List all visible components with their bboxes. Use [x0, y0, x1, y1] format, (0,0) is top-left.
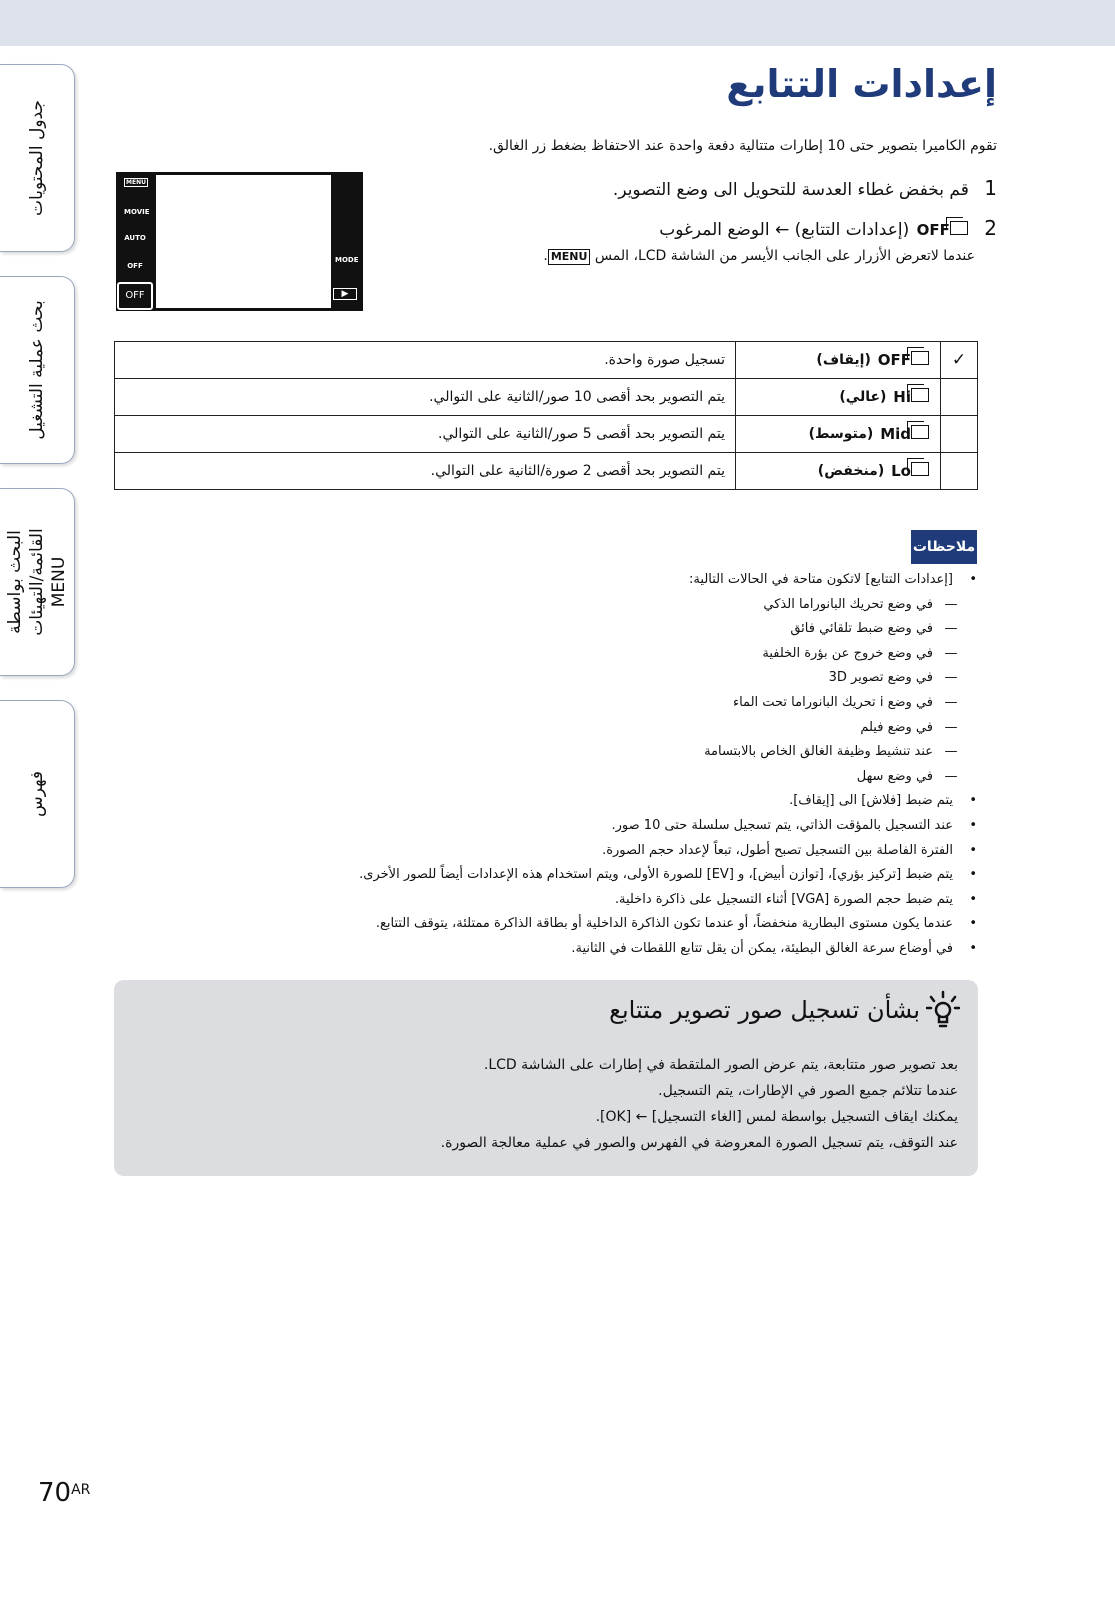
default-check-icon: ✓: [941, 342, 978, 379]
menu-button-icon: MENU: [548, 249, 591, 265]
note-item: — في وضع ضبط تلقائي فائق: [359, 617, 977, 642]
note-item: — في وضع فيلم: [359, 716, 977, 741]
step-number: 2: [984, 216, 997, 240]
tab-table-of-contents[interactable]: [0, 64, 75, 252]
note-item: • في أوضاع سرعة الغالق البطيئة، يمكن أن يقل تتابع اللقطات في الثانية.: [359, 937, 977, 962]
step-2-note: عندما لاتعرض الأزرار على الجانب الأيسر من الشاشة LCD، المس MENU.: [543, 248, 975, 264]
mode-cell: Mid (متوسط): [736, 416, 941, 453]
burst-off-icon: OFF: [876, 351, 930, 369]
movie-icon: MOVIE: [124, 208, 150, 216]
tip-title: بشأن تسجيل صور تصوير متتابع: [609, 996, 920, 1024]
check-cell: [941, 453, 978, 490]
tab-label: فهرس: [27, 770, 47, 818]
note-item: — في وضع تحريك البانوراما الذكي: [359, 593, 977, 618]
note-item: • عندما يكون مستوى البطارية منخفضاً، أو عندما تكون الذاكرة الداخلية أو بطاقة الذاكرة ممتلئة، يتوقف التتابع.: [359, 912, 977, 937]
mode-cell: Hi (عالي): [736, 379, 941, 416]
tip-line: عند التوقف، يتم تسجيل الصورة المعروضة في الفهرس والصور في عملية معالجة الصورة.: [440, 1135, 958, 1151]
note-text: عندما لاتعرض الأزرار على الجانب الأيسر من الشاشة LCD، المس: [594, 248, 975, 264]
tip-box: [114, 980, 978, 1176]
notes-heading: ملاحظات: [911, 530, 977, 564]
mode-cell: OFF (إيقاف): [736, 342, 941, 379]
note-item: • يتم ضبط حجم الصورة [VGA] أثناء التسجيل على ذاكرة داخلية.: [359, 888, 977, 913]
step-2: [659, 216, 997, 240]
note-item: • الفترة الفاصلة بين التسجيل تصبح أطول، تبعاً لإعداد حجم الصورة.: [359, 839, 977, 864]
mode-icon: MODE: [335, 256, 359, 264]
desc-cell: يتم التصوير بحد أقصى 5 صور/الثانية على التوالي.: [115, 416, 736, 453]
burst-mid-icon: Mid: [878, 425, 930, 443]
notes-list: [359, 568, 977, 962]
burst-modes-table: [114, 341, 978, 490]
camera-screen-illustration: [116, 172, 363, 311]
step-text: (إعدادات التتابع) ← الوضع المرغوب: [659, 220, 910, 240]
tab-label: بحث عملية التشغيل: [27, 300, 47, 440]
mode-cell: Lo (منخفض): [736, 453, 941, 490]
burst-hi-icon: Hi: [891, 388, 930, 406]
page-number: $70^{AR}$: [38, 1478, 91, 1508]
step-text: قم بخفض غطاء العدسة للتحويل الى وضع التصوير.: [612, 180, 969, 200]
screen-preview: [156, 175, 331, 308]
tab-label: جدول المحتويات: [27, 100, 47, 216]
intro-text: تقوم الكاميرا بتصوير حتى 10 إطارات متتالية دفعة واحدة عند الاحتفاظ بضغط زر الغالق.: [488, 138, 997, 154]
menu-icon: MENU: [124, 178, 148, 187]
table-row: [115, 416, 978, 453]
self-timer-off-icon: OFF: [127, 262, 143, 270]
check-cell: [941, 379, 978, 416]
table-row: [115, 379, 978, 416]
top-bar: [0, 0, 1115, 46]
desc-cell: يتم التصوير بحد أقصى 2 صورة/الثانية على التوالي.: [115, 453, 736, 490]
note-item: • عند التسجيل بالمؤقت الذاتي، يتم تسجيل سلسلة حتى 10 صور.: [359, 814, 977, 839]
tip-body: [441, 1052, 958, 1156]
burst-off-icon: OFF: [915, 221, 969, 239]
note-item: — في وضع سهل: [359, 765, 977, 790]
step-number: 1: [984, 176, 997, 200]
table-row: [115, 342, 978, 379]
note-item: — عند تنشيط وظيفة الغالق الخاص بالابتسامة: [359, 740, 977, 765]
tip-line: يمكنك ايقاف التسجيل بواسطة لمس [الغاء التسجيل] ← [OK].: [595, 1109, 958, 1125]
playback-icon: ▶: [333, 288, 357, 300]
note-item: — في وضع i تحريك البانوراما تحت الماء: [359, 691, 977, 716]
note-item: — في وضع خروج عن بؤرة الخلفية: [359, 642, 977, 667]
tip-line: عندما تتلائم جميع الصور في الإطارات، يتم التسجيل.: [658, 1083, 958, 1099]
tab-menu-settings-search[interactable]: [0, 488, 75, 676]
step-1: [613, 176, 997, 200]
table-row: [115, 453, 978, 490]
desc-cell: تسجيل صورة واحدة.: [115, 342, 736, 379]
page-title: إعدادات التتابع: [726, 62, 997, 106]
tip-line: بعد تصوير صور متتابعة، يتم عرض الصور الملتقطة في إطارات على الشاشة LCD.: [483, 1057, 958, 1073]
tab-index[interactable]: [0, 700, 75, 888]
note-item: • يتم ضبط [تركيز بؤري]، [توازن أبيض]، و [EV] للصورة الأولى، ويتم استخدام هذه الإعدادات أيضاً للصور الأخرى.: [359, 863, 977, 888]
tab-label: البحث بواسطة القائمة/التهيئات MENU: [5, 528, 69, 636]
tab-operation-search[interactable]: [0, 276, 75, 464]
lightbulb-icon: [926, 990, 960, 1032]
note-item: • [إعدادات التتابع] لاتكون متاحة في الحالات التالية:: [359, 568, 977, 593]
burst-selected-icon: OFF: [117, 282, 153, 310]
note-item: • يتم ضبط [فلاش] الى [إيقاف].: [359, 789, 977, 814]
check-cell: [941, 416, 978, 453]
desc-cell: يتم التصوير بحد أقصى 10 صور/الثانية على التوالي.: [115, 379, 736, 416]
note-item: — في وضع تصوير 3D: [359, 666, 977, 691]
burst-lo-icon: Lo: [889, 462, 930, 480]
flash-auto-icon: AUTO: [124, 234, 146, 242]
